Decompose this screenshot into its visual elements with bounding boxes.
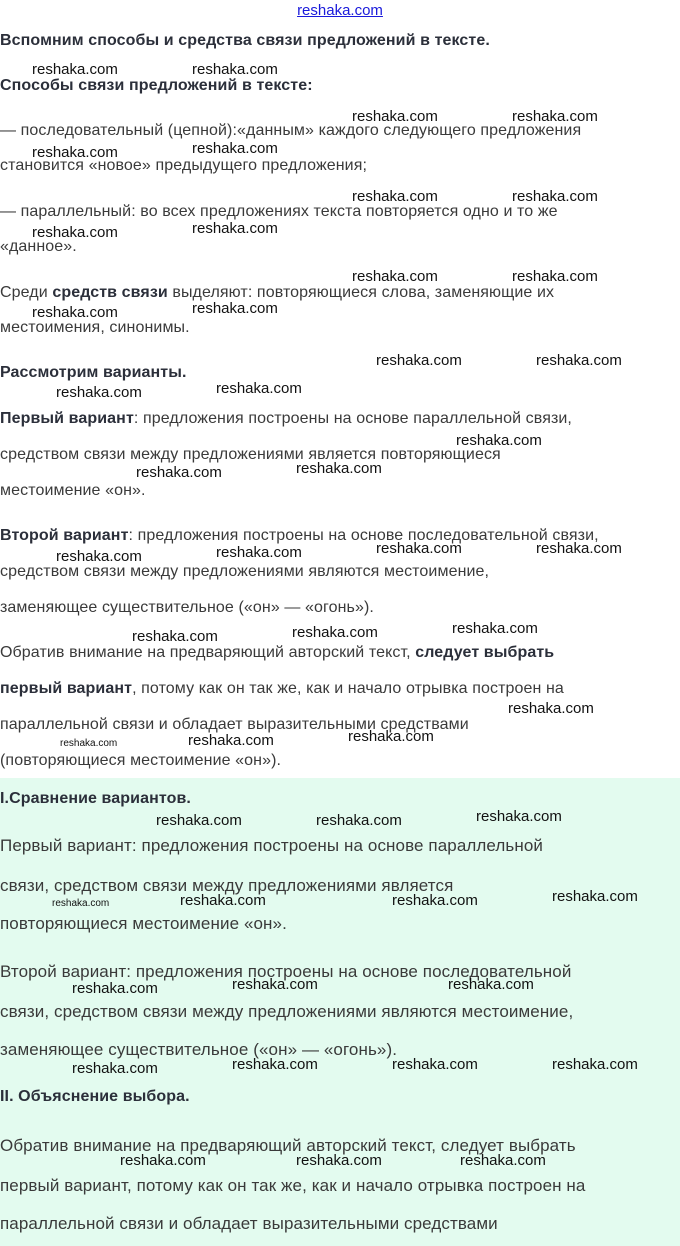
watermark: reshaka.com (296, 1152, 382, 1169)
watermark: reshaka.com (180, 892, 266, 909)
watermark: reshaka.com (316, 812, 402, 829)
first-variant-line-2: средством связи между предложениями является повторяющиеся (0, 446, 501, 463)
intro-title: Вспомним способы и средства связи предложений в тексте. (0, 32, 490, 49)
watermark: reshaka.com (512, 268, 598, 285)
sequential-line-2: становится «новое» предыдущего предложения; (0, 157, 368, 174)
section-2-title: II. Объяснение выбора. (0, 1088, 190, 1105)
conclusion-line-4: (повторяющиеся местоимение «он»). (0, 752, 282, 769)
conclusion-line-2 (0, 680, 678, 698)
watermark: reshaka.com (56, 384, 142, 401)
watermark: reshaka.com (376, 352, 462, 369)
watermark: reshaka.com (376, 540, 462, 557)
watermark: reshaka.com (192, 140, 278, 157)
means-pre: Среди (0, 284, 53, 301)
answer-second-line-3: заменяющее существительное («он» — «огонь»). (0, 1040, 398, 1059)
explanation-line-3: параллельной связи и обладает выразительными средствами (0, 1214, 498, 1233)
explanation-line-1: Обратив внимание на предваряющий авторский текст, следует выбрать (0, 1136, 576, 1155)
watermark: reshaka.com (508, 700, 594, 717)
conclusion-line-1 (0, 644, 678, 662)
watermark: reshaka.com (476, 808, 562, 825)
answer-first-line-2: связи, средством связи между предложениями является (0, 876, 454, 895)
watermark: reshaka.com (352, 188, 438, 205)
conclusion-pre: Обратив внимание на предваряющий авторский текст, (0, 644, 416, 661)
watermark: reshaka.com (352, 268, 438, 285)
means-line-1 (0, 284, 678, 302)
watermark: reshaka.com (448, 976, 534, 993)
watermark: reshaka.com (460, 1152, 546, 1169)
watermark: reshaka.com (456, 432, 542, 449)
site-header-link[interactable]: reshaka.com (297, 2, 383, 19)
ways-heading: Способы связи предложений в тексте: (0, 77, 313, 94)
means-post: выделяют: повторяющиеся слова, заменяющие их (167, 284, 555, 301)
conclusion-post: , потому как он так же, как и начало отрывка построен на (132, 680, 564, 697)
means-line-2: местоимения, синонимы. (0, 319, 190, 336)
watermark: reshaka.com (56, 548, 142, 565)
watermark: reshaka.com (72, 1060, 158, 1077)
section-1-title: I.Сравнение вариантов. (0, 790, 191, 807)
second-variant-label: Второй вариант (0, 527, 129, 544)
watermark: reshaka.com (60, 738, 118, 749)
watermark: reshaka.com (120, 1152, 206, 1169)
answer-second-line-1: Второй вариант: предложения построены на основе последовательной (0, 962, 572, 981)
watermark: reshaka.com (32, 304, 118, 321)
watermark: reshaka.com (232, 1056, 318, 1073)
explanation-line-2: первый вариант, потому как он так же, как и начало отрывка построен на (0, 1176, 586, 1195)
sequential-line-1: — последовательный (цепной):«данным» каждого следующего предложения (0, 122, 582, 139)
parallel-line-1: — параллельный: во всех предложениях текста повторяется одно и то же (0, 203, 558, 220)
watermark: reshaka.com (216, 380, 302, 397)
watermark: reshaka.com (216, 544, 302, 561)
conclusion-bold-2: первый вариант (0, 680, 133, 697)
watermark: reshaka.com (552, 888, 638, 905)
answer-first-line-3: повторяющиеся местоимение «он». (0, 914, 287, 933)
watermark: reshaka.com (296, 460, 382, 477)
watermark: reshaka.com (32, 61, 118, 78)
watermark: reshaka.com (136, 464, 222, 481)
watermark: reshaka.com (392, 1056, 478, 1073)
watermark: reshaka.com (348, 728, 434, 745)
watermark: reshaka.com (72, 980, 158, 997)
watermark: reshaka.com (192, 220, 278, 237)
watermark: reshaka.com (552, 1056, 638, 1073)
watermark: reshaka.com (392, 892, 478, 909)
watermark: reshaka.com (192, 61, 278, 78)
watermark: reshaka.com (192, 300, 278, 317)
second-variant-line-3: заменяющее существительное («он» — «огонь»). (0, 599, 374, 616)
second-variant-text: : предложения построены на основе последовательной связи, (128, 527, 599, 544)
answer-first-line-1: Первый вариант: предложения построены на основе параллельной (0, 836, 544, 855)
first-variant-label: Первый вариант (0, 410, 134, 427)
watermark: reshaka.com (292, 624, 378, 641)
watermark: reshaka.com (352, 108, 438, 125)
conclusion-line-3: параллельной связи и обладает выразительными средствами (0, 716, 469, 733)
watermark: reshaka.com (452, 620, 538, 637)
first-variant-line-3: местоимение «он». (0, 482, 146, 499)
watermark: reshaka.com (536, 540, 622, 557)
parallel-line-2: «данное». (0, 238, 77, 255)
watermark: reshaka.com (52, 898, 110, 909)
first-variant-line-1 (0, 410, 678, 428)
second-variant-line-2: средством связи между предложениями являются местоимение, (0, 563, 490, 580)
means-bold: средств связи (52, 284, 168, 301)
watermark: reshaka.com (536, 352, 622, 369)
conclusion-bold-1: следует выбрать (415, 644, 555, 661)
watermark: reshaka.com (132, 628, 218, 645)
answer-second-line-2: связи, средством связи между предложениями являются местоимение, (0, 1002, 574, 1021)
watermark: reshaka.com (512, 108, 598, 125)
watermark: reshaka.com (188, 732, 274, 749)
variants-heading: Рассмотрим варианты. (0, 364, 187, 381)
watermark: reshaka.com (232, 976, 318, 993)
watermark: reshaka.com (32, 144, 118, 161)
first-variant-text: : предложения построены на основе параллельной связи, (133, 410, 572, 427)
watermark: reshaka.com (512, 188, 598, 205)
watermark: reshaka.com (32, 224, 118, 241)
watermark: reshaka.com (156, 812, 242, 829)
